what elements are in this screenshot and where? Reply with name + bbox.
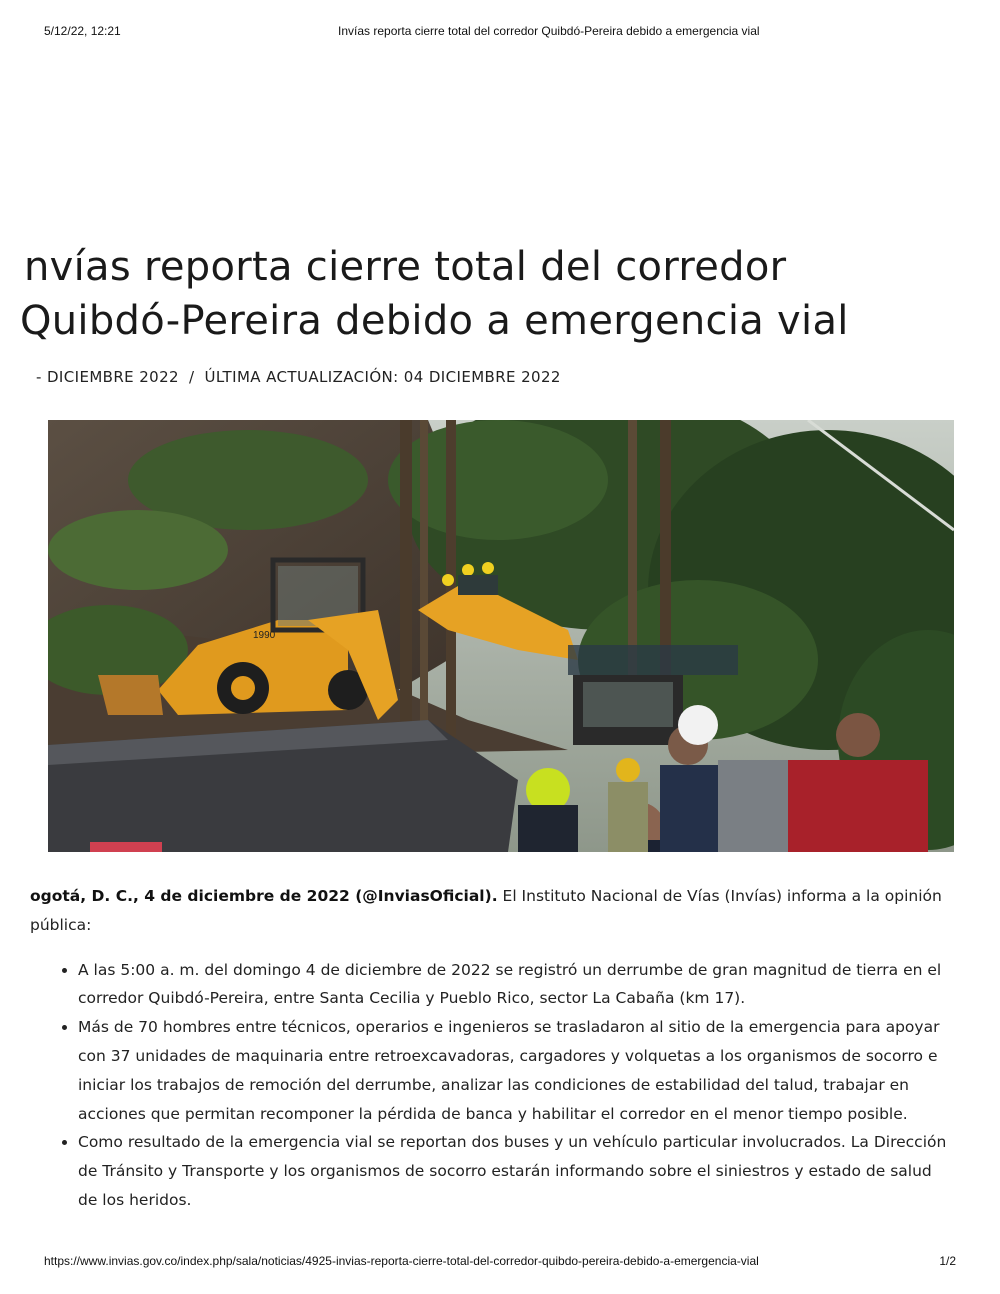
article-photo — [48, 420, 954, 852]
machine-label: 1990 — [253, 630, 276, 641]
published-date: - DICIEMBRE 2022 — [36, 368, 180, 386]
print-datetime: 5/12/22, 12:21 — [44, 24, 121, 38]
lead-paragraph — [30, 882, 956, 940]
lead-text: El Instituto Nacional de Vías (Invías) informa a la opinión pública: — [30, 887, 942, 934]
headline-line-1: nvías reporta cierre total del corredor — [24, 244, 787, 290]
list-item: • Más de 70 hombres entre técnicos, operarios e ingenieros se trasladaron al sitio de la emergencia para apoyar con 37 unidades de maquinaria entre retroexcavadoras, cargadores y volquetas a los organismos de socorro e iniciar los trabajos de remoción del derrumbe, analizar las condiciones de estabilidad del talud, trabajar en acciones que permitan recomponer la pérdida de banca y habilitar el corredor en el menor tiempo posible. — [78, 1013, 956, 1128]
headline-line-2: Quibdó-Pereira debido a emergencia vial — [20, 298, 849, 344]
print-footer — [44, 1254, 956, 1270]
print-page-number: 1/2 — [939, 1254, 956, 1268]
list-item: • Como resultado de la emergencia vial se reportan dos buses y un vehículo particular involucrados. La Dirección de Tránsito y Transporte y los organismos de socorro estarán informando sobre el siniestros y estado de salud de los heridos. — [78, 1128, 956, 1214]
bullet-list — [30, 956, 956, 1215]
print-url: https://www.invias.gov.co/index.php/sala/noticias/4925-invias-reporta-cierre-total-del-corredor-quibdo-pereira-debido-a-emergencia-vial — [44, 1254, 759, 1268]
dateline: ogotá, D. C., 4 de diciembre de 2022 (@InviasOficial). — [30, 887, 498, 905]
article-body — [30, 882, 956, 1215]
list-item: • A las 5:00 a. m. del domingo 4 de diciembre de 2022 se registró un derrumbe de gran magnitud de tierra en el corredor Quibdó-Pereira, entre Santa Cecilia y Pueblo Rico, sector La Cabaña (km 17). — [78, 956, 956, 1014]
article-meta — [36, 368, 561, 386]
updated-date: ÚLTIMA ACTUALIZACIÓN: 04 DICIEMBRE 2022 — [204, 368, 561, 386]
print-page-title: Invías reporta cierre total del corredor Quibdó-Pereira debido a emergencia vial — [338, 24, 760, 38]
article-headline — [20, 240, 984, 348]
meta-separator: / — [189, 368, 195, 386]
